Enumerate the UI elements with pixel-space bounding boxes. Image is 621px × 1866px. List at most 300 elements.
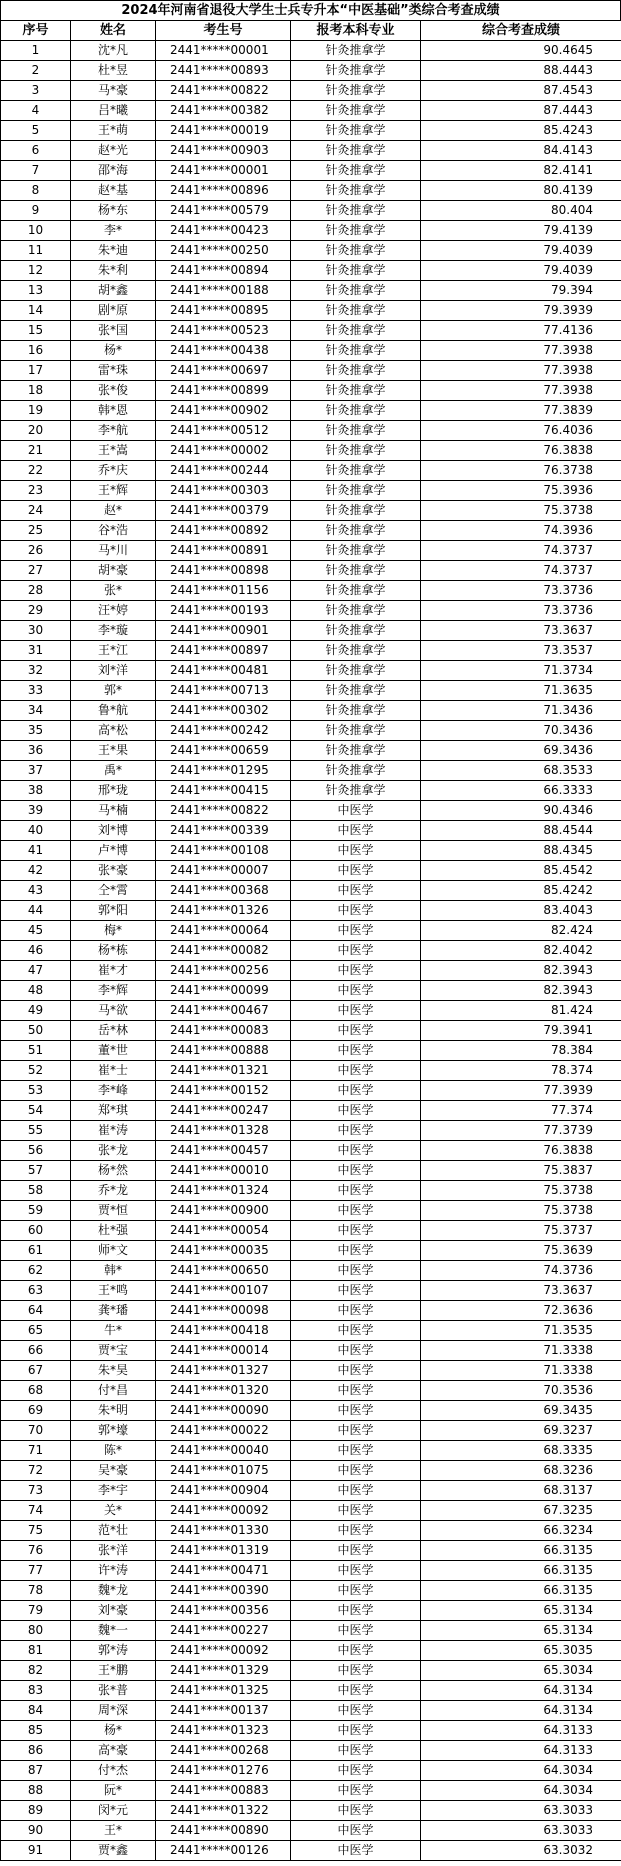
cell-index: 41 — [1, 841, 71, 861]
table-row — [1, 881, 621, 901]
cell-score: 77.3938 — [421, 381, 621, 401]
cell-name: 马*欲 — [71, 1001, 156, 1021]
cell-candidate-id: 2441*****01323 — [156, 1721, 291, 1741]
table-row — [1, 201, 621, 221]
table-row — [1, 361, 621, 381]
cell-candidate-id: 2441*****00438 — [156, 341, 291, 361]
cell-name: 杨*东 — [71, 201, 156, 221]
cell-score: 70.3436 — [421, 721, 621, 741]
cell-name: 张*豪 — [71, 861, 156, 881]
cell-index: 76 — [1, 1541, 71, 1561]
cell-name: 李*辉 — [71, 981, 156, 1001]
cell-name: 郭*阳 — [71, 901, 156, 921]
table-row — [1, 1341, 621, 1361]
table-row — [1, 921, 621, 941]
cell-score: 68.3533 — [421, 761, 621, 781]
cell-index: 5 — [1, 121, 71, 141]
cell-name: 谷*浩 — [71, 521, 156, 541]
cell-major: 针灸推拿学 — [291, 701, 421, 721]
table-row — [1, 801, 621, 821]
cell-index: 25 — [1, 521, 71, 541]
cell-index: 31 — [1, 641, 71, 661]
table-row — [1, 1641, 621, 1661]
cell-major: 中医学 — [291, 1681, 421, 1701]
cell-score: 78.384 — [421, 1041, 621, 1061]
table-row — [1, 1581, 621, 1601]
cell-major: 中医学 — [291, 1441, 421, 1461]
cell-score: 77.3839 — [421, 401, 621, 421]
cell-score: 71.3635 — [421, 681, 621, 701]
cell-index: 4 — [1, 101, 71, 121]
cell-name: 郑*琪 — [71, 1101, 156, 1121]
cell-score: 69.3237 — [421, 1421, 621, 1441]
cell-major: 中医学 — [291, 1641, 421, 1661]
cell-candidate-id: 2441*****00014 — [156, 1341, 291, 1361]
cell-candidate-id: 2441*****00035 — [156, 1241, 291, 1261]
table-row — [1, 481, 621, 501]
table-row — [1, 421, 621, 441]
cell-index: 2 — [1, 61, 71, 81]
cell-index: 39 — [1, 801, 71, 821]
cell-candidate-id: 2441*****00900 — [156, 1201, 291, 1221]
cell-score: 85.4242 — [421, 881, 621, 901]
cell-score: 80.4139 — [421, 181, 621, 201]
cell-major: 针灸推拿学 — [291, 741, 421, 761]
cell-candidate-id: 2441*****00082 — [156, 941, 291, 961]
cell-name: 马*川 — [71, 541, 156, 561]
cell-score: 68.3137 — [421, 1481, 621, 1501]
table-row — [1, 1681, 621, 1701]
cell-candidate-id: 2441*****00083 — [156, 1021, 291, 1041]
table-row — [1, 1361, 621, 1381]
cell-name: 汪*婷 — [71, 601, 156, 621]
cell-index: 80 — [1, 1621, 71, 1641]
cell-major: 中医学 — [291, 881, 421, 901]
table-row — [1, 1241, 621, 1261]
table-row — [1, 981, 621, 1001]
cell-name: 马*楠 — [71, 801, 156, 821]
cell-candidate-id: 2441*****00268 — [156, 1741, 291, 1761]
cell-index: 67 — [1, 1361, 71, 1381]
cell-index: 38 — [1, 781, 71, 801]
table-row — [1, 41, 621, 61]
cell-major: 中医学 — [291, 1161, 421, 1181]
cell-index: 27 — [1, 561, 71, 581]
cell-name: 韩* — [71, 1261, 156, 1281]
cell-index: 18 — [1, 381, 71, 401]
table-row — [1, 1221, 621, 1241]
cell-index: 86 — [1, 1741, 71, 1761]
cell-name: 乔*庆 — [71, 461, 156, 481]
score-table — [0, 20, 621, 1861]
cell-score: 66.3135 — [421, 1541, 621, 1561]
cell-name: 张*国 — [71, 321, 156, 341]
cell-name: 魏*龙 — [71, 1581, 156, 1601]
cell-major: 针灸推拿学 — [291, 381, 421, 401]
cell-index: 72 — [1, 1461, 71, 1481]
cell-major: 针灸推拿学 — [291, 61, 421, 81]
table-row — [1, 101, 621, 121]
table-row — [1, 161, 621, 181]
cell-score: 74.3936 — [421, 521, 621, 541]
cell-name: 梅* — [71, 921, 156, 941]
cell-score: 76.3838 — [421, 441, 621, 461]
cell-score: 74.3737 — [421, 541, 621, 561]
table-row — [1, 401, 621, 421]
cell-name: 王*鸣 — [71, 1281, 156, 1301]
cell-candidate-id: 2441*****00126 — [156, 1841, 291, 1861]
cell-candidate-id: 2441*****00040 — [156, 1441, 291, 1461]
cell-name: 张*俊 — [71, 381, 156, 401]
table-row — [1, 381, 621, 401]
cell-score: 68.3236 — [421, 1461, 621, 1481]
cell-candidate-id: 2441*****01321 — [156, 1061, 291, 1081]
table-row — [1, 1761, 621, 1781]
table-row — [1, 1081, 621, 1101]
cell-name: 朱*明 — [71, 1401, 156, 1421]
cell-name: 杜*昱 — [71, 61, 156, 81]
cell-name: 卢*博 — [71, 841, 156, 861]
cell-score: 79.4139 — [421, 221, 621, 241]
table-row — [1, 281, 621, 301]
cell-score: 75.3738 — [421, 501, 621, 521]
cell-index: 87 — [1, 1761, 71, 1781]
cell-major: 针灸推拿学 — [291, 281, 421, 301]
cell-index: 17 — [1, 361, 71, 381]
cell-candidate-id: 2441*****00579 — [156, 201, 291, 221]
cell-name: 杜*强 — [71, 1221, 156, 1241]
cell-score: 76.3838 — [421, 1141, 621, 1161]
table-row — [1, 621, 621, 641]
cell-score: 88.4443 — [421, 61, 621, 81]
cell-name: 岳*林 — [71, 1021, 156, 1041]
cell-candidate-id: 2441*****00822 — [156, 801, 291, 821]
cell-name: 李*宇 — [71, 1481, 156, 1501]
cell-name: 韩*恩 — [71, 401, 156, 421]
cell-index: 83 — [1, 1681, 71, 1701]
cell-name: 崔*士 — [71, 1061, 156, 1081]
cell-score: 65.3034 — [421, 1661, 621, 1681]
cell-candidate-id: 2441*****00108 — [156, 841, 291, 861]
table-row — [1, 1741, 621, 1761]
cell-major: 中医学 — [291, 1261, 421, 1281]
cell-candidate-id: 2441*****00523 — [156, 321, 291, 341]
cell-name: 李*峰 — [71, 1081, 156, 1101]
cell-index: 50 — [1, 1021, 71, 1041]
cell-candidate-id: 2441*****01075 — [156, 1461, 291, 1481]
cell-score: 82.4141 — [421, 161, 621, 181]
cell-major: 针灸推拿学 — [291, 641, 421, 661]
cell-name: 高*豪 — [71, 1741, 156, 1761]
cell-index: 89 — [1, 1801, 71, 1821]
cell-candidate-id: 2441*****00019 — [156, 121, 291, 141]
cell-major: 中医学 — [291, 1581, 421, 1601]
cell-index: 69 — [1, 1401, 71, 1421]
cell-candidate-id: 2441*****00007 — [156, 861, 291, 881]
cell-score: 84.4143 — [421, 141, 621, 161]
cell-name: 刘*博 — [71, 821, 156, 841]
cell-score: 63.3033 — [421, 1821, 621, 1841]
cell-index: 79 — [1, 1601, 71, 1621]
cell-major: 中医学 — [291, 1421, 421, 1441]
cell-major: 针灸推拿学 — [291, 421, 421, 441]
cell-score: 90.4346 — [421, 801, 621, 821]
cell-index: 63 — [1, 1281, 71, 1301]
cell-name: 马*豪 — [71, 81, 156, 101]
cell-score: 70.3536 — [421, 1381, 621, 1401]
cell-major: 针灸推拿学 — [291, 561, 421, 581]
cell-index: 82 — [1, 1661, 71, 1681]
cell-major: 针灸推拿学 — [291, 221, 421, 241]
table-row — [1, 521, 621, 541]
cell-score: 75.3837 — [421, 1161, 621, 1181]
table-row — [1, 661, 621, 681]
cell-major: 中医学 — [291, 1181, 421, 1201]
cell-name: 李* — [71, 221, 156, 241]
cell-candidate-id: 2441*****00467 — [156, 1001, 291, 1021]
cell-major: 中医学 — [291, 1781, 421, 1801]
cell-major: 中医学 — [291, 1621, 421, 1641]
cell-major: 针灸推拿学 — [291, 321, 421, 341]
cell-name: 胡*豪 — [71, 561, 156, 581]
cell-score: 77.374 — [421, 1101, 621, 1121]
cell-major: 中医学 — [291, 1541, 421, 1561]
cell-candidate-id: 2441*****00713 — [156, 681, 291, 701]
cell-name: 张*龙 — [71, 1141, 156, 1161]
cell-score: 82.3943 — [421, 981, 621, 1001]
cell-name: 牛* — [71, 1321, 156, 1341]
cell-name: 王*嵩 — [71, 441, 156, 461]
cell-index: 35 — [1, 721, 71, 741]
cell-candidate-id: 2441*****01325 — [156, 1681, 291, 1701]
cell-major: 针灸推拿学 — [291, 441, 421, 461]
table-row — [1, 321, 621, 341]
cell-candidate-id: 2441*****00092 — [156, 1501, 291, 1521]
cell-candidate-id: 2441*****00092 — [156, 1641, 291, 1661]
cell-score: 78.374 — [421, 1061, 621, 1081]
cell-major: 中医学 — [291, 841, 421, 861]
cell-candidate-id: 2441*****01328 — [156, 1121, 291, 1141]
cell-candidate-id: 2441*****00010 — [156, 1161, 291, 1181]
cell-index: 59 — [1, 1201, 71, 1221]
table-row — [1, 701, 621, 721]
cell-candidate-id: 2441*****00256 — [156, 961, 291, 981]
cell-major: 针灸推拿学 — [291, 721, 421, 741]
cell-score: 79.4039 — [421, 241, 621, 261]
table-row — [1, 901, 621, 921]
cell-name: 邵*海 — [71, 161, 156, 181]
cell-candidate-id: 2441*****01327 — [156, 1361, 291, 1381]
cell-index: 12 — [1, 261, 71, 281]
cell-score: 77.3938 — [421, 361, 621, 381]
cell-name: 郭*壕 — [71, 1421, 156, 1441]
cell-major: 针灸推拿学 — [291, 621, 421, 641]
cell-index: 81 — [1, 1641, 71, 1661]
table-row — [1, 241, 621, 261]
cell-name: 付*杰 — [71, 1761, 156, 1781]
cell-candidate-id: 2441*****00382 — [156, 101, 291, 121]
cell-major: 针灸推拿学 — [291, 201, 421, 221]
cell-score: 71.3338 — [421, 1361, 621, 1381]
cell-name: 杨*然 — [71, 1161, 156, 1181]
cell-score: 88.4544 — [421, 821, 621, 841]
cell-candidate-id: 2441*****01276 — [156, 1761, 291, 1781]
cell-candidate-id: 2441*****00659 — [156, 741, 291, 761]
table-body — [1, 41, 621, 1861]
cell-index: 42 — [1, 861, 71, 881]
table-row — [1, 1321, 621, 1341]
header-name: 姓名 — [71, 21, 156, 41]
cell-score: 66.3234 — [421, 1521, 621, 1541]
cell-name: 陈* — [71, 1441, 156, 1461]
table-row — [1, 1661, 621, 1681]
cell-major: 中医学 — [291, 1761, 421, 1781]
cell-index: 19 — [1, 401, 71, 421]
cell-name: 王*萌 — [71, 121, 156, 141]
table-row — [1, 1201, 621, 1221]
table-row — [1, 501, 621, 521]
cell-name: 王* — [71, 1821, 156, 1841]
cell-score: 79.3941 — [421, 1021, 621, 1041]
cell-candidate-id: 2441*****00899 — [156, 381, 291, 401]
header-candidate-id: 考生号 — [156, 21, 291, 41]
cell-candidate-id: 2441*****01322 — [156, 1801, 291, 1821]
cell-score: 76.3738 — [421, 461, 621, 481]
cell-candidate-id: 2441*****00098 — [156, 1301, 291, 1321]
cell-name: 吴*豪 — [71, 1461, 156, 1481]
cell-index: 40 — [1, 821, 71, 841]
table-row — [1, 1841, 621, 1861]
cell-name: 杨* — [71, 341, 156, 361]
cell-index: 60 — [1, 1221, 71, 1241]
cell-score: 73.3736 — [421, 581, 621, 601]
table-row — [1, 301, 621, 321]
table-row — [1, 861, 621, 881]
cell-major: 中医学 — [291, 1081, 421, 1101]
cell-name: 鲁*航 — [71, 701, 156, 721]
cell-score: 85.4542 — [421, 861, 621, 881]
cell-major: 中医学 — [291, 1741, 421, 1761]
cell-name: 杨* — [71, 1721, 156, 1741]
cell-score: 75.3639 — [421, 1241, 621, 1261]
table-row — [1, 1001, 621, 1021]
table-row — [1, 181, 621, 201]
table-row — [1, 1041, 621, 1061]
cell-major: 针灸推拿学 — [291, 301, 421, 321]
cell-index: 1 — [1, 41, 71, 61]
cell-major: 针灸推拿学 — [291, 41, 421, 61]
cell-candidate-id: 2441*****00250 — [156, 241, 291, 261]
cell-major: 中医学 — [291, 1801, 421, 1821]
cell-score: 65.3134 — [421, 1621, 621, 1641]
cell-candidate-id: 2441*****00822 — [156, 81, 291, 101]
cell-score: 85.4243 — [421, 121, 621, 141]
cell-name: 沈*凡 — [71, 41, 156, 61]
cell-name: 朱*迪 — [71, 241, 156, 261]
cell-candidate-id: 2441*****00418 — [156, 1321, 291, 1341]
cell-candidate-id: 2441*****00099 — [156, 981, 291, 1001]
table-row — [1, 1621, 621, 1641]
table-row — [1, 741, 621, 761]
table-row — [1, 1261, 621, 1281]
cell-index: 61 — [1, 1241, 71, 1261]
cell-major: 中医学 — [291, 1481, 421, 1501]
cell-score: 77.3939 — [421, 1081, 621, 1101]
cell-name: 阮* — [71, 1781, 156, 1801]
table-row — [1, 141, 621, 161]
table-row — [1, 1381, 621, 1401]
cell-score: 87.4543 — [421, 81, 621, 101]
cell-name: 关* — [71, 1501, 156, 1521]
cell-candidate-id: 2441*****00339 — [156, 821, 291, 841]
table-row — [1, 1441, 621, 1461]
cell-score: 74.3736 — [421, 1261, 621, 1281]
cell-name: 周*深 — [71, 1701, 156, 1721]
cell-score: 71.3535 — [421, 1321, 621, 1341]
cell-major: 针灸推拿学 — [291, 521, 421, 541]
cell-name: 李*航 — [71, 421, 156, 441]
table-row — [1, 1601, 621, 1621]
table-row — [1, 821, 621, 841]
cell-candidate-id: 2441*****00897 — [156, 641, 291, 661]
cell-index: 7 — [1, 161, 71, 181]
cell-name: 高*松 — [71, 721, 156, 741]
cell-score: 64.3133 — [421, 1721, 621, 1741]
cell-candidate-id: 2441*****00002 — [156, 441, 291, 461]
cell-major: 针灸推拿学 — [291, 101, 421, 121]
cell-name: 崔*才 — [71, 961, 156, 981]
cell-index: 77 — [1, 1561, 71, 1581]
cell-major: 中医学 — [291, 1381, 421, 1401]
cell-name: 王*辉 — [71, 481, 156, 501]
cell-candidate-id: 2441*****00888 — [156, 1041, 291, 1061]
header-row — [1, 21, 621, 41]
cell-candidate-id: 2441*****00512 — [156, 421, 291, 441]
cell-name: 魏*一 — [71, 1621, 156, 1641]
cell-name: 仝*霄 — [71, 881, 156, 901]
cell-name: 师*文 — [71, 1241, 156, 1261]
cell-candidate-id: 2441*****00423 — [156, 221, 291, 241]
cell-score: 71.3734 — [421, 661, 621, 681]
cell-candidate-id: 2441*****01319 — [156, 1541, 291, 1561]
cell-candidate-id: 2441*****00379 — [156, 501, 291, 521]
cell-name: 崔*涛 — [71, 1121, 156, 1141]
cell-index: 11 — [1, 241, 71, 261]
sheet-title: 2024年河南省退役大学生士兵专升本“中医基础”类综合考查成绩 — [0, 0, 621, 20]
cell-candidate-id: 2441*****00457 — [156, 1141, 291, 1161]
table-row — [1, 1121, 621, 1141]
table-row — [1, 261, 621, 281]
cell-name: 许*涛 — [71, 1561, 156, 1581]
cell-index: 36 — [1, 741, 71, 761]
cell-index: 6 — [1, 141, 71, 161]
cell-index: 74 — [1, 1501, 71, 1521]
table-row — [1, 561, 621, 581]
cell-major: 中医学 — [291, 1321, 421, 1341]
cell-name: 贾*恒 — [71, 1201, 156, 1221]
cell-index: 52 — [1, 1061, 71, 1081]
cell-major: 针灸推拿学 — [291, 781, 421, 801]
cell-index: 23 — [1, 481, 71, 501]
cell-major: 中医学 — [291, 1361, 421, 1381]
cell-major: 针灸推拿学 — [291, 241, 421, 261]
table-row — [1, 1781, 621, 1801]
table-row — [1, 1821, 621, 1841]
cell-name: 贾*宝 — [71, 1341, 156, 1361]
table-row — [1, 601, 621, 621]
cell-candidate-id: 2441*****00302 — [156, 701, 291, 721]
table-row — [1, 1021, 621, 1041]
